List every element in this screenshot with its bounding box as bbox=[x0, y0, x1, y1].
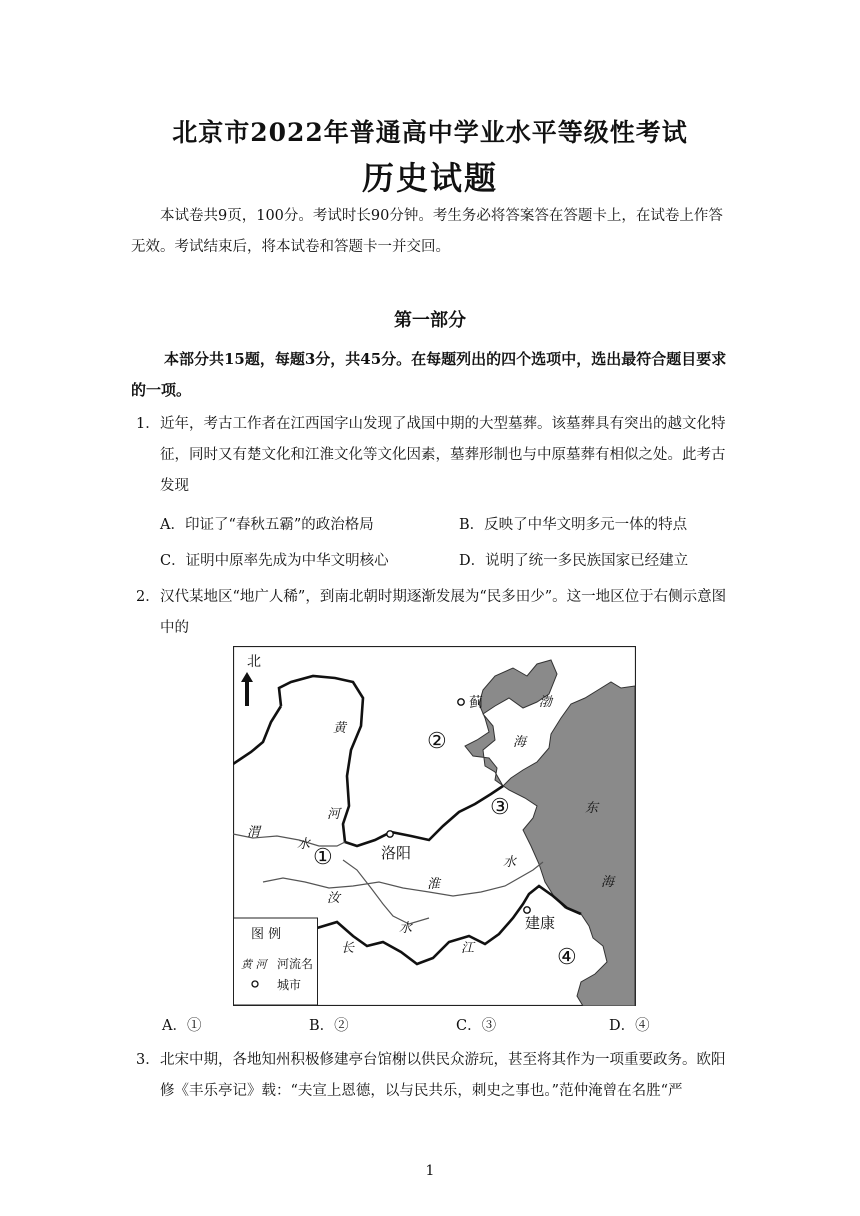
river-label-chang: 长 bbox=[341, 941, 355, 956]
river-label-huai-shui: 水 bbox=[503, 855, 517, 870]
sea-label-hai2: 海 bbox=[601, 875, 615, 890]
city-jiankang: 建康 bbox=[525, 914, 556, 932]
option-b[interactable]: B．反映了中华文明多元一体的特点 bbox=[459, 517, 688, 533]
map-figure bbox=[233, 646, 636, 1006]
part-instruction: 本部分共15题，每题3分，共45分。在每题列出的四个选项中，选出最符合题目要求的一项。 bbox=[131, 350, 727, 399]
question-1 bbox=[136, 409, 736, 502]
sea-label-hai: 海 bbox=[513, 735, 527, 750]
question-number: 3． bbox=[136, 1052, 160, 1068]
page-number: 1 bbox=[425, 1163, 435, 1179]
option-c[interactable]: C．证明中原率先成为中华文明核心 bbox=[160, 553, 389, 569]
marker-2: ② bbox=[427, 729, 447, 754]
question-stem: 汉代某地区“地广人稀”，到南北朝时期逐渐发展为“民多田少”。这一地区位于右侧示意图中的 bbox=[160, 589, 727, 636]
question-3 bbox=[136, 1045, 736, 1107]
sea-label-bo: 渤 bbox=[539, 695, 553, 710]
marker-1: ① bbox=[313, 845, 333, 870]
river-label-huai: 淮 bbox=[427, 877, 441, 892]
legend-city-dot bbox=[252, 981, 258, 987]
city-dot-ji bbox=[458, 699, 464, 705]
question-number: 1． bbox=[136, 416, 160, 432]
question-stem: 北宋中期，各地知州积极修建亭台馆榭以供民众游玩，甚至将其作为一项重要政务。欧阳修《丰乐亭记》载：“夫宣上恩德，以与民共乐，刺史之事也。”范仲淹曾在名胜“严 bbox=[160, 1052, 726, 1099]
legend-city-desc: 城市 bbox=[277, 978, 302, 992]
city-luoyang: 洛阳 bbox=[381, 844, 412, 862]
river-label-ru-shui: 水 bbox=[399, 921, 413, 936]
marker-3: ③ bbox=[490, 795, 510, 820]
river-label-he: 河 bbox=[327, 807, 341, 822]
legend-title: 图 例 bbox=[251, 927, 282, 942]
exam-intro: 本试卷共9页，100分。考试时长90分钟。考生务必将答案答在答题卡上，在试卷上作答无效。考试结束后，将本试卷和答题卡一并交回。 bbox=[131, 208, 723, 255]
city-dot-jiankang bbox=[524, 907, 530, 913]
option-d[interactable]: D．④ bbox=[609, 1018, 650, 1034]
city-ji: 蓟 bbox=[469, 695, 483, 711]
option-d[interactable]: D．说明了统一多民族国家已经建立 bbox=[459, 553, 689, 569]
option-c[interactable]: C．③ bbox=[456, 1018, 497, 1034]
marker-4: ④ bbox=[557, 945, 577, 970]
question-number: 2． bbox=[136, 589, 160, 605]
option-a[interactable]: A．① bbox=[162, 1018, 202, 1034]
question-stem: 近年，考古工作者在江西国字山发现了战国中期的大型墓葬。该墓葬具有突出的越文化特征，同时又有楚文化和江淮文化等文化因素，墓葬形制也与中原墓葬有相似之处。此考古发现 bbox=[160, 416, 726, 494]
legend-river-sample: 黄 河 bbox=[241, 958, 267, 971]
river-label-jiang: 江 bbox=[461, 941, 475, 956]
legend-river-desc: 河流名 bbox=[277, 957, 314, 971]
city-dot-luoyang bbox=[387, 831, 393, 837]
river-label-huang: 黄 bbox=[333, 721, 347, 736]
river-label-ru: 汝 bbox=[327, 891, 341, 906]
north-label: 北 bbox=[247, 654, 261, 670]
option-a[interactable]: A．印证了“春秋五霸”的政治格局 bbox=[160, 517, 374, 533]
option-b[interactable]: B．② bbox=[309, 1018, 349, 1034]
river-label-wei: 渭 bbox=[247, 825, 261, 840]
exam-subject: 历史试题 bbox=[361, 159, 498, 197]
question-2 bbox=[136, 582, 736, 644]
part-title: 第一部分 bbox=[394, 310, 466, 331]
sea-label-dong: 东 bbox=[585, 801, 599, 816]
exam-title: 北京市2022年普通高中学业水平等级性考试 bbox=[172, 118, 688, 147]
river-label-shui: 水 bbox=[297, 837, 311, 852]
